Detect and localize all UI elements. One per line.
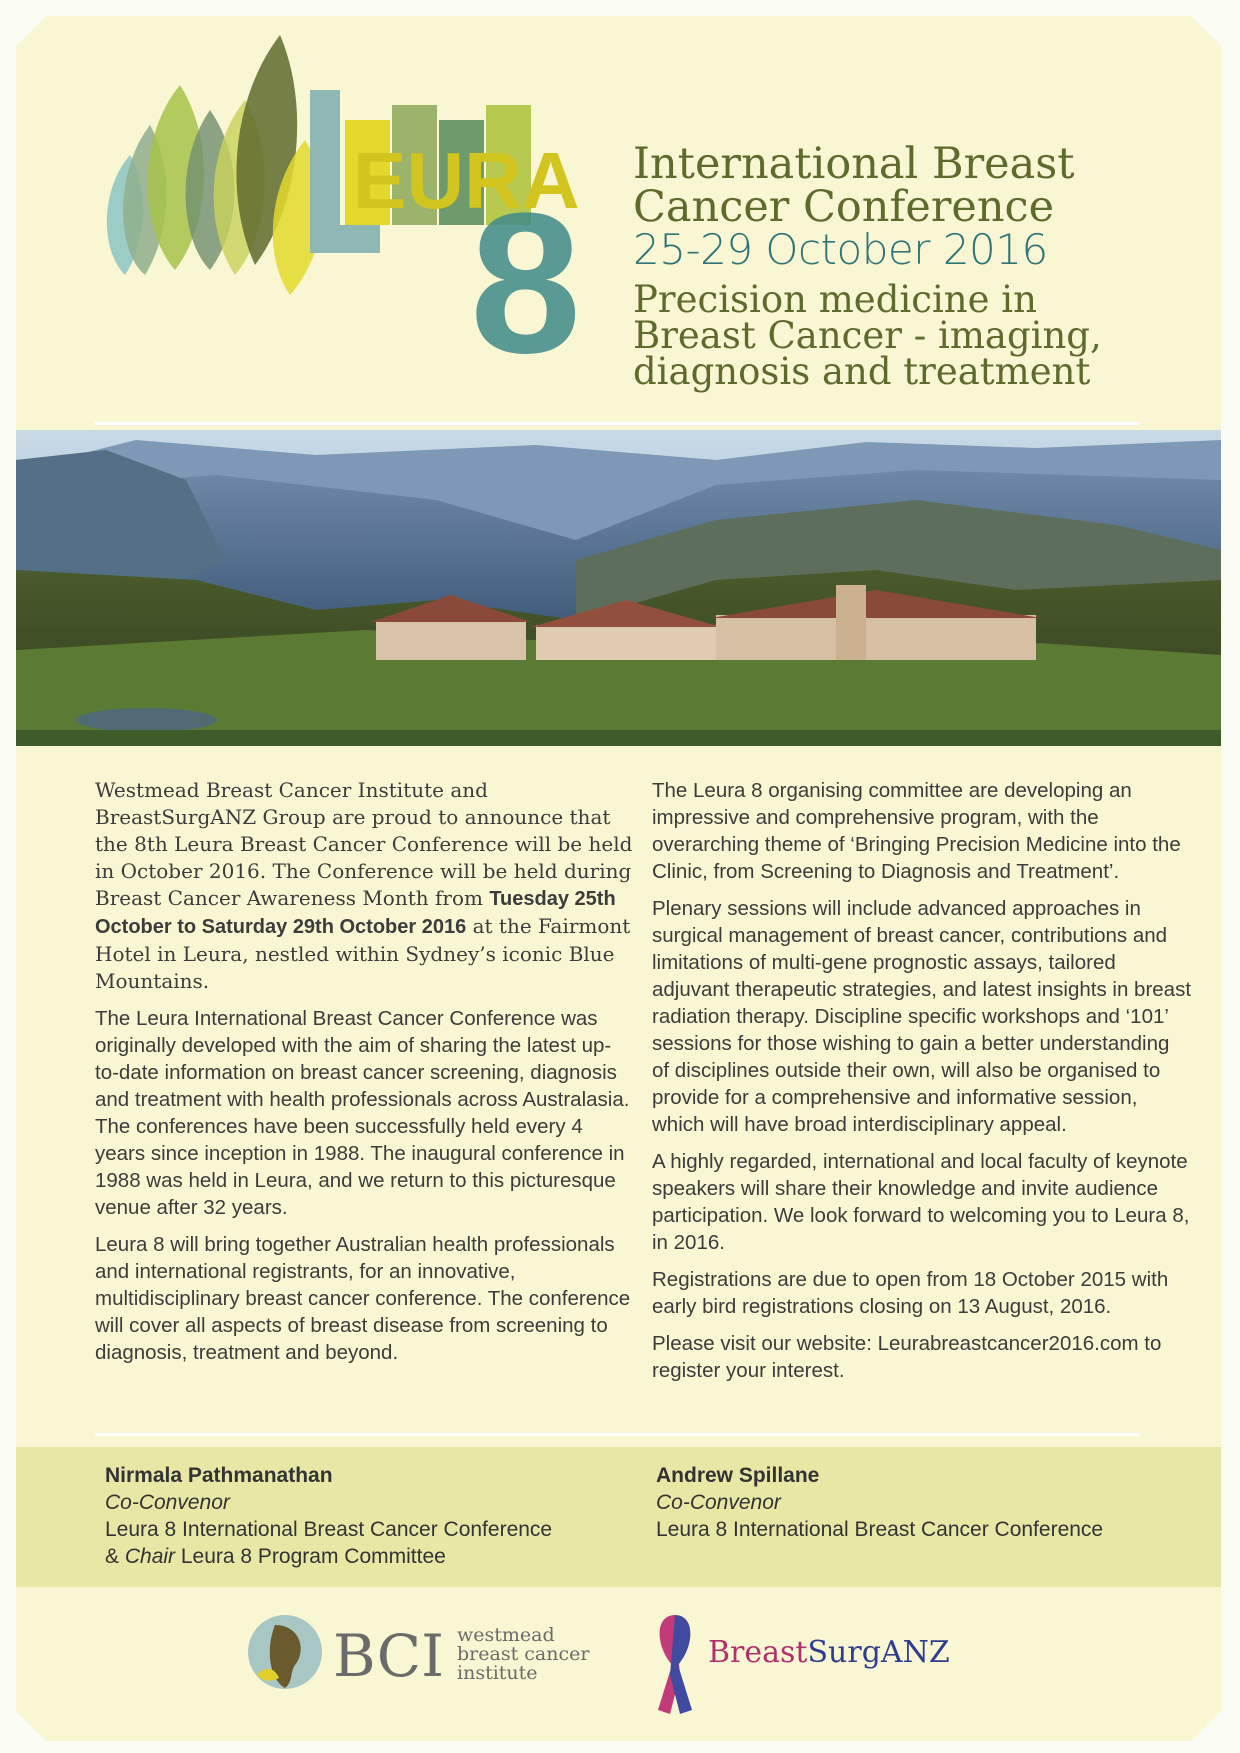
convenor-role: Co-Convenor — [656, 1491, 781, 1514]
convenor-name: Andrew Spillane — [656, 1464, 820, 1487]
breastsurganz-logo — [650, 1610, 950, 1720]
left-column — [95, 777, 635, 1376]
intro-paragraph: Westmead Breast Cancer Institute and BreastSurgANZ Group are proud to announce that the 8th Leura Breast Cancer Conference will be held in October 2016. The Conference will be held during Breast Cancer Awareness Month from Tuesday 25th October to Saturday 29th October 2016 at the Fairmont Hotel in Leura, nestled within Sydney’s iconic Blue Mountains. — [95, 778, 633, 993]
bci-letters: BCI — [333, 1622, 444, 1690]
right-column — [652, 777, 1192, 1394]
convenor-role: Co-Convenor — [105, 1491, 230, 1514]
svg-text:breast cancer: breast cancer — [457, 1643, 590, 1665]
header-title-line-1: International Breast — [633, 139, 1075, 189]
svg-text:BreastSurgANZ: BreastSurgANZ — [708, 1635, 950, 1670]
header-title-line-2: Cancer Conference — [633, 182, 1055, 232]
faculty-paragraph: A highly regarded, international and local faculty of keynote speakers will share their knowledge and invite audience participation. We look forward to welcoming you to Leura 8, in 2016. — [652, 1150, 1190, 1254]
program-paragraph: The Leura 8 organising committee are developing an impressive and comprehensive program, with the overarching theme of ‘Bringing Precision Medicine into the Clinic, from Screening to Diagnosis and Treatment’. — [652, 779, 1181, 883]
leaves-icon — [107, 35, 323, 295]
divider-top — [95, 422, 1140, 425]
signature-left — [105, 1462, 552, 1570]
conference-theme — [633, 278, 1233, 393]
conference-dates: 25-29 October 2016 — [633, 225, 1048, 274]
ribbon-icon — [658, 1615, 692, 1714]
svg-text:westmead: westmead — [457, 1624, 555, 1646]
blue-mountains-hotel-photo — [16, 430, 1221, 746]
theme-line-1: Precision medicine in — [633, 278, 1037, 321]
leura-8-logo — [95, 30, 625, 400]
convenor-affiliation: Leura 8 International Breast Cancer Conference — [105, 1518, 553, 1541]
bci-logo — [245, 1610, 615, 1695]
divider-bottom — [95, 1433, 1140, 1436]
theme-line-2: Breast Cancer - imaging, — [633, 314, 1102, 357]
registration-paragraph: Registrations are due to open from 18 October 2015 with early bird registrations closing on 13 August, 2016. — [652, 1268, 1169, 1318]
signature-right — [656, 1462, 1103, 1543]
convenor-name: Nirmala Pathmanathan — [105, 1464, 333, 1487]
conference-date-bold: Tuesday 25th October to Saturday 29th October 2016 — [95, 888, 616, 938]
plenary-paragraph: Plenary sessions will include advanced approaches in surgical management of breast cancer, contributions and limitations of multi-gene prognostic assays, tailored adjuvant therapeutic strategies, and latest insights in breast radiation therapy. Discipline specific workshops and ‘101’ sessions for those wishing to gain a better understanding of disciplines outside their own, will also be organised to provide for a comprehensive and informative session, which will have broad interdisciplinary appeal. — [652, 897, 1192, 1136]
leura-letters: EURA — [353, 136, 580, 225]
website-paragraph: Please visit our website: Leurabreastcancer2016.com to register your interest. — [652, 1332, 1162, 1382]
leura-wordmark — [310, 90, 581, 395]
svg-text:institute: institute — [457, 1662, 538, 1684]
convenor-affiliation: Leura 8 International Breast Cancer Conference — [656, 1518, 1104, 1541]
history-paragraph: The Leura International Breast Cancer Conference was originally developed with the aim of sharing the latest up-to-date information on breast cancer screening, diagnosis and treatment with health professionals across Australasia. The conferences have been successfully held every 4 years since inception in 1988. The inaugural conference in 1988 was held in Leura, and we return to this picturesque venue after 32 years. — [95, 1007, 630, 1219]
theme-line-3: diagnosis and treatment — [633, 350, 1091, 393]
overview-paragraph: Leura 8 will bring together Australian health professionals and international registrants, for an innovative, multidisciplinary breast cancer conference. The conference will cover all aspects of breast disease from screening to diagnosis, treatment and beyond. — [95, 1233, 631, 1364]
logo-number: 8 — [470, 172, 582, 395]
convenor-chair-line: & Chair Leura 8 Program Committee — [105, 1545, 446, 1568]
